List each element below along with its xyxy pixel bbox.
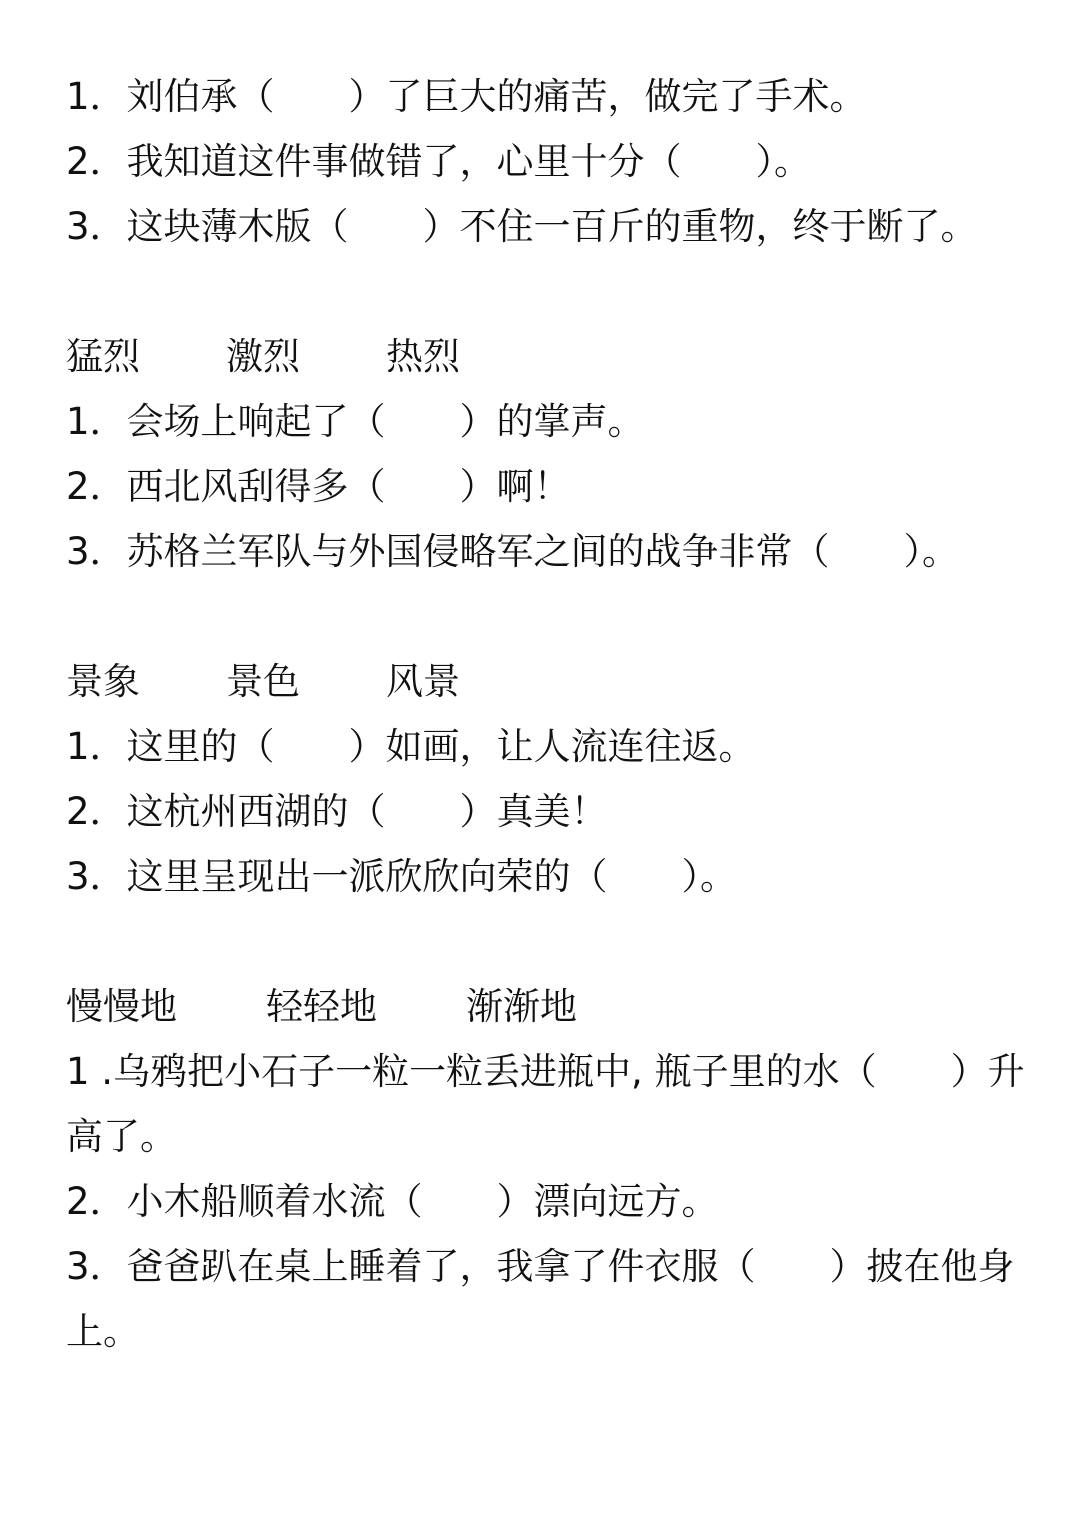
word-choice: 猛烈 (66, 335, 140, 378)
word-choice: 景象 (66, 660, 140, 703)
question-1-3: 3．这块薄木版（ ）不住一百斤的重物，终于断了。 (66, 205, 978, 248)
question-1-1: 1．刘伯承（ ）了巨大的痛苦，做完了手术。 (66, 75, 867, 118)
word-choice: 慢慢地 (66, 985, 177, 1028)
question-3-1: 1．这里的（ ）如画，让人流连往返。 (66, 725, 756, 768)
question-1-2: 2．我知道这件事做错了，心里十分（ ）。 (66, 140, 812, 183)
group-3 (66, 649, 1026, 909)
word-choices-4 (66, 974, 1026, 1039)
spacer (66, 909, 1026, 974)
spacer (66, 584, 1026, 649)
word-choice: 热烈 (386, 335, 460, 378)
question-3-3: 3．这里呈现出一派欣欣向荣的（ ）。 (66, 855, 738, 898)
word-choice: 渐渐地 (466, 985, 577, 1028)
question-4-1: 1 .乌鸦把小石子一粒一粒丢进瓶中, 瓶子里的水（ ）升高了。 (66, 1050, 1025, 1158)
worksheet (66, 64, 1026, 1364)
question-4-3: 3．爸爸趴在桌上睡着了，我拿了件衣服（ ）披在他身上。 (66, 1245, 1015, 1353)
spacer (66, 259, 1026, 324)
question-2-2: 2．西北风刮得多（ ）啊！ (66, 465, 571, 508)
group-1 (66, 64, 1026, 259)
question-2-1: 1．会场上响起了（ ）的掌声。 (66, 400, 645, 443)
word-choice: 风景 (386, 660, 460, 703)
question-2-3: 3．苏格兰军队与外国侵略军之间的战争非常（ ）。 (66, 530, 960, 573)
group-4 (66, 974, 1026, 1364)
word-choice: 景色 (226, 660, 300, 703)
group-2 (66, 324, 1026, 584)
word-choice: 轻轻地 (266, 985, 377, 1028)
word-choices-2 (66, 324, 1026, 389)
question-4-2: 2．小木船顺着水流（ ）漂向远方。 (66, 1180, 719, 1223)
word-choice: 激烈 (226, 335, 300, 378)
question-3-2: 2．这杭州西湖的（ ）真美！ (66, 790, 608, 833)
word-choices-3 (66, 649, 1026, 714)
